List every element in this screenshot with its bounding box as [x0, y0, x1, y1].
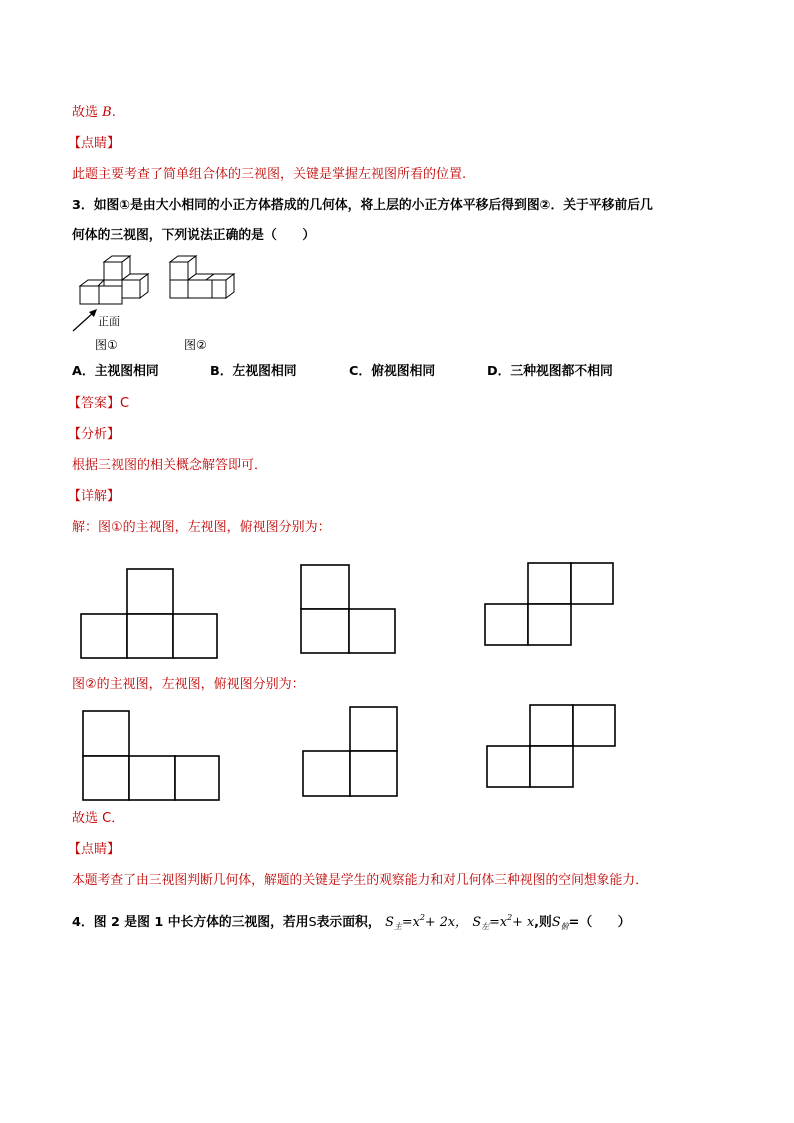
answer-value: C	[120, 396, 130, 411]
option-c: C．俯视图相同	[349, 364, 436, 379]
front-label: 正面	[98, 315, 120, 328]
q3-stem-line1: 3．如图①是由大小相同的小正方体搭成的几何体，将上层的小正方体平移后得到图②．关于平移前后几	[72, 198, 653, 213]
q2-comment-tag: 【点睛】	[68, 136, 121, 151]
analysis-tag: 【分析】	[68, 427, 121, 442]
q4-stem	[72, 909, 631, 936]
q3-figure2-cubes	[168, 254, 248, 300]
figure2-front-view	[82, 710, 222, 802]
s-top-symbol: $S_俯$	[551, 915, 569, 931]
s-left-symbol: $S_左$	[472, 915, 490, 931]
q2-comment-text: 此题主要考查了简单组合体的三视图，关键是掌握左视图所看的位置.	[72, 167, 467, 182]
answer-line	[68, 395, 129, 413]
figure2-left-view	[301, 706, 401, 798]
option-a: A．主视图相同	[72, 364, 159, 379]
figure2-caption: 图②	[184, 338, 207, 352]
q3-comment-text: 本题考查了由三视图判断几何体，解题的关键是学生的观察能力和对几何体三种视图的空间想象能力．	[72, 873, 648, 888]
q3-stem-line2: 何体的三视图，下列说法正确的是（ ）	[72, 228, 316, 243]
figure1-caption: 图①	[95, 338, 118, 352]
q4-stem-mid: 表示面积，	[316, 915, 381, 930]
q4-then: ,则	[534, 915, 552, 930]
s-main-expression: $=x^2+ 2x$，	[401, 913, 468, 930]
figure1-top-view	[484, 562, 616, 648]
detail-line1: 解：图①的主视图，左视图，俯视图分别为：	[72, 520, 331, 535]
front-direction-arrow	[70, 308, 100, 334]
q3-comment-tag: 【点睛】	[68, 842, 121, 857]
q3-figure1-cubes	[75, 254, 155, 306]
answer-tag: 【答案】	[68, 396, 121, 411]
q2-choose-line	[72, 104, 116, 122]
q2-choose-letter: B	[102, 105, 112, 120]
option-b: B．左视图相同	[210, 364, 297, 379]
q4-stem-prefix: 4．图 2 是图 1 中长方体的三视图，若用	[72, 915, 309, 930]
q4-s-letter: S	[308, 915, 317, 930]
q3-choose-line: 故选 C．	[72, 811, 125, 826]
detail-line2: 图②的主视图，左视图，俯视图分别为：	[72, 677, 305, 692]
q2-choose-prefix: 故选	[72, 105, 99, 120]
s-main-symbol: $S_主$	[385, 915, 402, 931]
q2-choose-suffix: .	[111, 105, 116, 120]
detail-tag: 【详解】	[68, 489, 121, 504]
analysis-text: 根据三视图的相关概念解答即可．	[72, 458, 268, 473]
figure1-left-view	[299, 564, 399, 654]
q4-tail: =（ ）	[568, 915, 631, 930]
s-left-expression: $=x^2+ x$	[489, 913, 535, 930]
option-d: D．三种视图都不相同	[487, 364, 613, 379]
figure2-top-view	[486, 704, 618, 790]
figure1-front-view	[80, 568, 220, 660]
